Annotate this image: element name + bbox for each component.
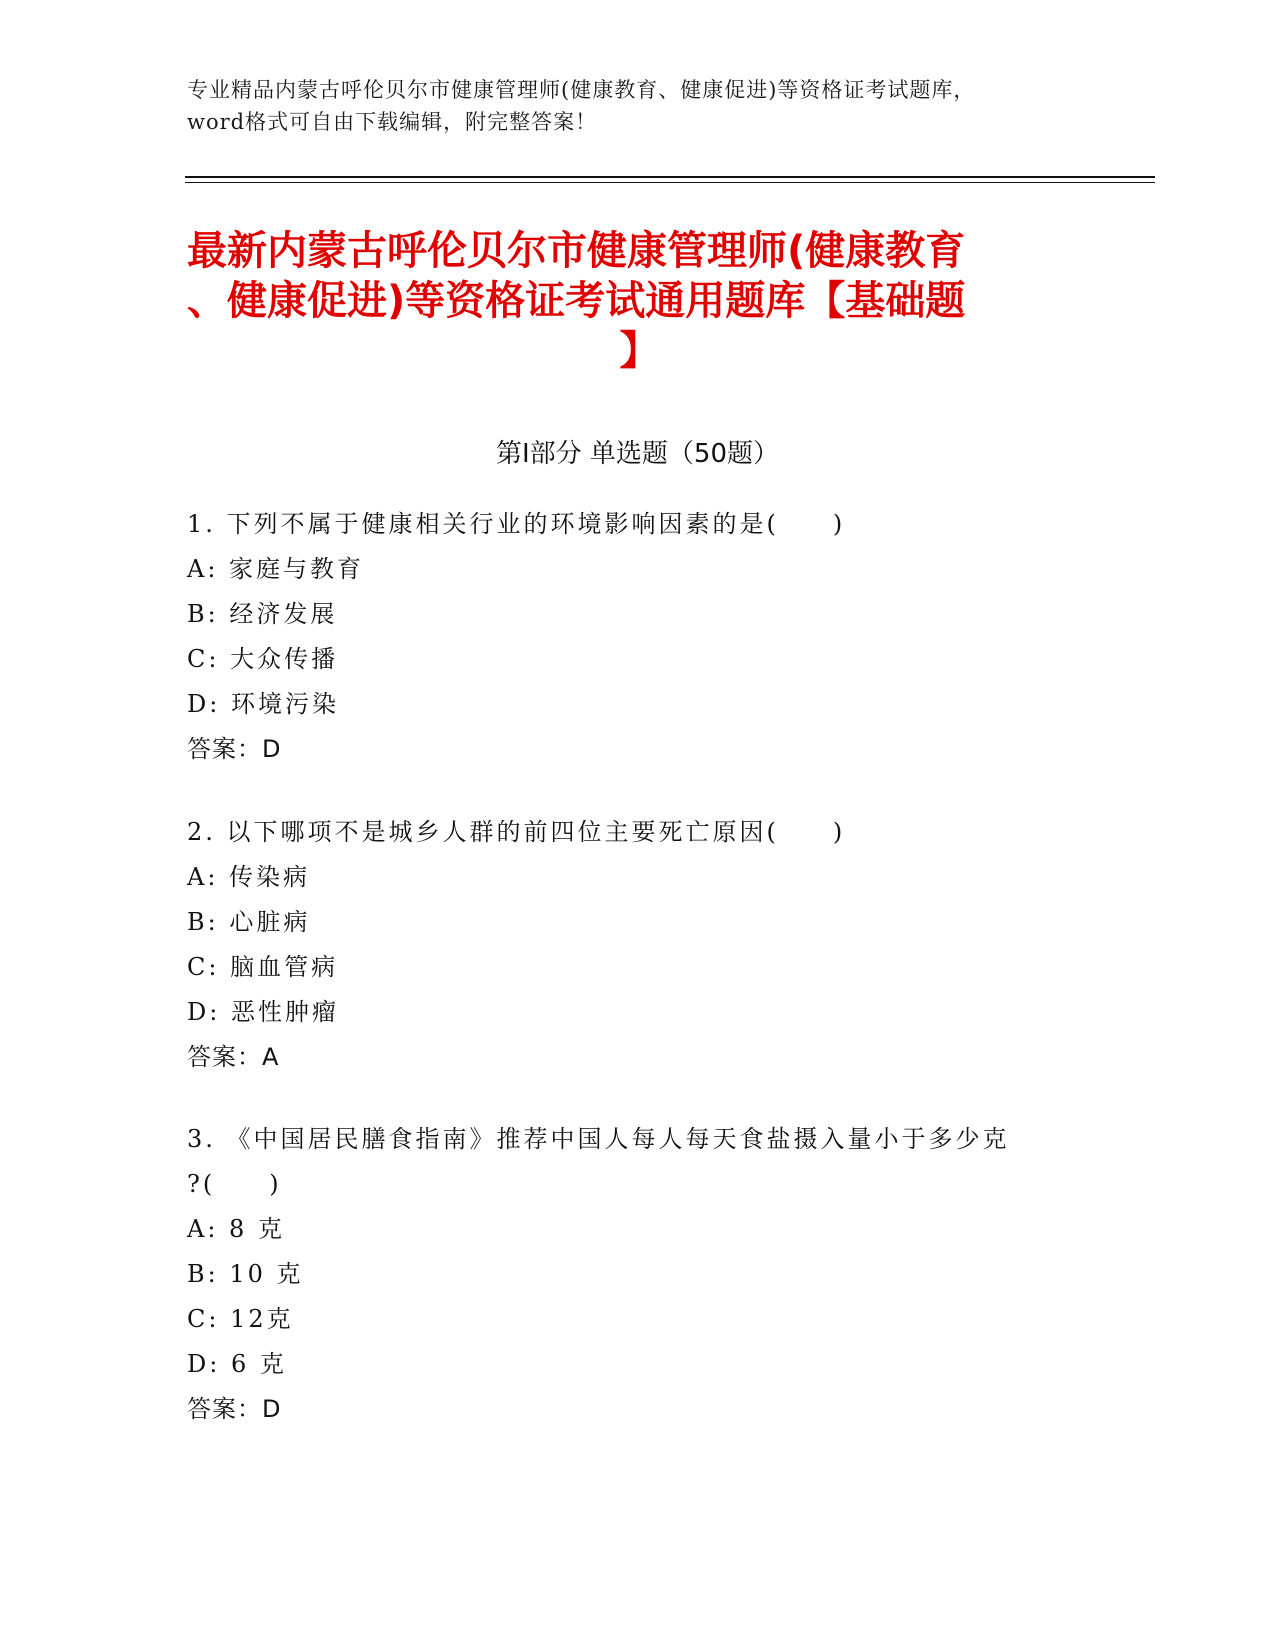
question-1 — [187, 502, 1087, 772]
question-stem: 3. 《中国居民膳食指南》推荐中国人每人每天食盐摄入量小于多少克 — [187, 1125, 1010, 1153]
option-a: A: 传染病 — [187, 863, 311, 891]
header-note-line-2: word格式可自由下载编辑，附完整答案！ — [187, 110, 598, 134]
question-stem-continued: ?( ) — [187, 1170, 282, 1198]
option-c: C: 12克 — [187, 1305, 294, 1333]
option-d: D: 6 克 — [187, 1350, 287, 1378]
option-c: C: 脑血管病 — [187, 953, 339, 981]
option-c: C: 大众传播 — [187, 645, 339, 673]
option-d: D: 恶性肿瘤 — [187, 998, 339, 1026]
document-title-line-1: 最新内蒙古呼伦贝尔市健康管理师(健康教育 — [187, 228, 966, 274]
header-note — [187, 74, 1087, 138]
option-b: B: 10 克 — [187, 1260, 304, 1288]
option-a: A: 8 克 — [187, 1215, 285, 1243]
option-b: B: 经济发展 — [187, 600, 338, 628]
document-title — [187, 226, 1092, 376]
question-stem: 1. 下列不属于健康相关行业的环境影响因素的是( ) — [187, 510, 846, 538]
option-d: D: 环境污染 — [187, 690, 339, 718]
answer: 答案：A — [187, 1043, 280, 1071]
header-note-line-1: 专业精品内蒙古呼伦贝尔市健康管理师(健康教育、健康促进)等资格证考试题库， — [187, 78, 976, 102]
document-title-line-2: 、健康促进)等资格证考试通用题库【基础题 — [187, 278, 966, 324]
option-a: A: 家庭与教育 — [187, 555, 365, 583]
question-2 — [187, 810, 1087, 1080]
document-title-line-3: 】 — [619, 328, 660, 374]
question-stem: 2. 以下哪项不是城乡人群的前四位主要死亡原因( ) — [187, 818, 846, 846]
question-3 — [187, 1117, 1087, 1432]
header-divider-thick — [185, 176, 1155, 178]
answer: 答案：D — [187, 1395, 282, 1423]
header-divider-thin — [185, 182, 1155, 183]
option-b: B: 心脏病 — [187, 908, 311, 936]
answer: 答案：D — [187, 735, 282, 763]
section-title: 第Ⅰ部分 单选题（50题） — [495, 439, 780, 469]
